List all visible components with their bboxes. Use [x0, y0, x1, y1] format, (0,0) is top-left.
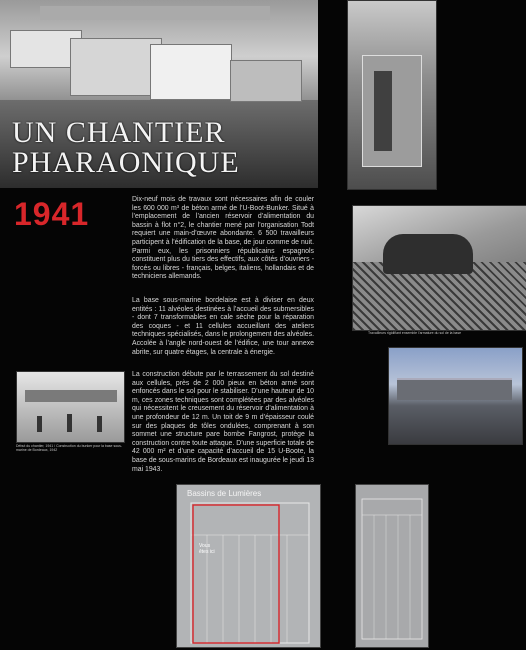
- title-line-2: PHARAONIQUE: [12, 146, 240, 179]
- distant-buildings: [25, 390, 117, 402]
- plan-title: Bassins de Lumières: [187, 489, 262, 498]
- caption-workers: Travailleurs rigidifiant ensemble l’armature du sol de la base: [368, 331, 462, 335]
- floor-plan: [176, 484, 321, 648]
- title-line-1: UN CHANTIER: [12, 116, 226, 149]
- worker-figure: [37, 416, 42, 432]
- workers-group: [383, 234, 473, 274]
- page-title: [12, 118, 312, 178]
- caption-pile: Début du chantier, 1941 / Construction du bunker pour la base sous-marine de Bordeaux, 1942: [16, 444, 123, 453]
- plan-drawing: [177, 485, 320, 647]
- paragraph-3: [132, 371, 314, 474]
- bunker-roof: [397, 378, 512, 400]
- photo-dock-aerial: [347, 0, 437, 190]
- paragraph-text: La base sous-marine bordelaise est à diviser en deux entités : 11 alvéoles destinées à l’accueil des submersibles - dont 7 transformables en cale sèche pour la réparation des coques - et 11 cellules accueillant des ateliers techniques spécialisés, dans le prolongement des alvéoles. Accolée à l’angle nord-ouest de l’édifice, une tour annexe abrite, sur quatre étages, la centrale à énergie.: [132, 297, 314, 356]
- you-are-here-marker: Vous êtes ici: [199, 543, 215, 555]
- paragraph-1: [132, 196, 314, 282]
- building-block: [230, 60, 302, 102]
- building-block: [70, 38, 162, 96]
- photo-pile-driving: [16, 371, 125, 443]
- dock-basin: [374, 71, 392, 151]
- section-drawing: [356, 485, 428, 647]
- building-block: [150, 44, 232, 100]
- technical-drawing: [355, 484, 429, 648]
- paragraph-2: [132, 297, 314, 357]
- worker-figure: [67, 414, 72, 432]
- year-heading: 1941: [14, 196, 90, 232]
- photo-bunker-construction: [388, 347, 523, 445]
- dock-structure: [362, 55, 422, 167]
- paragraph-text: Dix-neuf mois de travaux sont nécessaires afin de couler les 600 000 m³ de béton armé de l’U-Boot-Bunker. Situé à l’emplacement de l’ancien réservoir d’alimentation du bassin à flot n°2, le chantier mené par l’organisation Todt requiert une main-d’œuvre abondante. 6 500 travailleurs participent à l’édification de la base, de jour comme de nuit. Parmi eux, les prisonniers républicains espagnols constituent plus du tiers des effectifs, aux côtés d’ouvriers - forcés ou libres - français, belges, italiens, hollandais et de techniciens allemands.: [132, 196, 314, 281]
- paragraph-text: La construction débute par le terrassement du sol destiné aux cellules, près de 2 000 pieux en béton armé sont enfoncés dans le sol pour le stabiliser. D’une hauteur de 10 m, ces zones techniques sont complétées par des alvéoles qui nécessitent le creusement du réservoir d’alimentation à une profondeur de 12 m. Un toit de 9 m d’épaisseur coulé sur des plaques de tôles ondulées, comprenant à son sommet une structure pare bombe Fangrost, protège la construction contre toute attaque. D’une superficie totale de 42 000 m² et d’une capacité d’accueil de 15 U-Boote, la base de sous-marins de Bordeaux est inaugurée le jeudi 13 mai 1943.: [132, 371, 314, 473]
- crane-row: [40, 6, 270, 20]
- worker-figure: [97, 416, 102, 432]
- photo-workers-rebar: [352, 205, 526, 331]
